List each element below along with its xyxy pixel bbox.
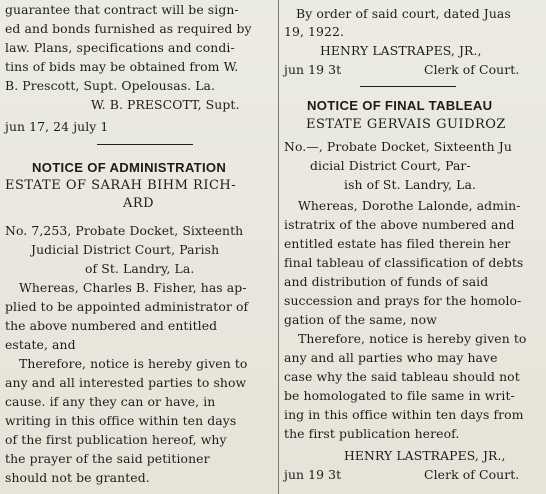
left-body-line-10: the prayer of the said petitioner bbox=[5, 451, 210, 466]
left-body-line-5: Therefore, notice is hereby given to bbox=[19, 356, 248, 371]
left-rule bbox=[97, 144, 193, 145]
left-body-line-8: writing in this office within ten days bbox=[5, 413, 237, 428]
left-body-line-3: the above numbered and entitled bbox=[5, 318, 218, 333]
estate-guidroz: ESTATE GERVAIS GUIDROZ bbox=[306, 117, 506, 132]
left-docket-line-3: of St. Landry, La. bbox=[85, 261, 195, 276]
left-top-line-5: B. Prescott, Supt. Opelousas. La. bbox=[5, 78, 216, 93]
right-body-line-5: and distribution of funds of said bbox=[284, 274, 489, 289]
left-body-line-2: plied to be appointed administrator of bbox=[5, 299, 249, 314]
right-docket-line-2: dicial District Court, Par- bbox=[310, 158, 471, 173]
right-body-line-6: succession and prays for the homolo- bbox=[284, 293, 522, 308]
left-docket-line-2: Judicial District Court, Parish bbox=[31, 242, 220, 257]
left-docket-line-1: No. 7,253, Probate Docket, Sixteenth bbox=[5, 223, 244, 238]
right-body-line-8: Therefore, notice is hereby given to bbox=[298, 331, 527, 346]
signature-prescott: W. B. PRESCOTT, Supt. bbox=[91, 97, 240, 112]
left-body-line-11: should not be granted. bbox=[5, 470, 150, 485]
right-signature-2: HENRY LASTRAPES, JR., bbox=[344, 448, 506, 463]
estate-line-1: ESTATE OF SARAH BIHM RICH- bbox=[5, 178, 237, 193]
right-body-line-9: any and all parties who may have bbox=[284, 350, 498, 365]
left-top-line-1: guarantee that contract will be sign- bbox=[5, 2, 239, 17]
left-top-line-3: law. Plans, specifications and condi- bbox=[5, 40, 235, 55]
right-date-2: jun 19 3t bbox=[284, 467, 342, 482]
notice-administration-title: NOTICE OF ADMINISTRATION bbox=[32, 160, 227, 175]
right-body-line-7: gation of the same, now bbox=[284, 312, 437, 327]
right-body-line-10: case why the said tableau should not bbox=[284, 369, 520, 384]
notice-final-tableau-title: NOTICE OF FINAL TABLEAU bbox=[307, 98, 493, 113]
right-clerk-2: Clerk of Court. bbox=[424, 467, 520, 482]
left-top-line-2: ed and bonds furnished as required by bbox=[5, 21, 252, 36]
right-clerk-1: Clerk of Court. bbox=[424, 62, 520, 77]
right-body-line-2: istratrix of the above numbered and bbox=[284, 217, 515, 232]
left-body-line-4: estate, and bbox=[5, 337, 76, 352]
left-body-line-9: of the first publication hereof, why bbox=[5, 432, 227, 447]
right-body-line-12: ing in this office within ten days from bbox=[284, 407, 524, 422]
right-body-line-1: Whereas, Dorothe Lalonde, admin- bbox=[298, 198, 521, 213]
left-body-line-6: any and all interested parties to show bbox=[5, 375, 247, 390]
right-top-line-1: By order of said court, dated Juas bbox=[296, 6, 511, 21]
left-body-line-7: cause. if any they can or have, in bbox=[5, 394, 216, 409]
left-top-date: jun 17, 24 july 1 bbox=[5, 119, 109, 134]
right-signature-1: HENRY LASTRAPES, JR., bbox=[320, 43, 482, 58]
right-body-line-11: be homologated to file same in writ- bbox=[284, 388, 515, 403]
right-date-1: jun 19 3t bbox=[284, 62, 342, 77]
right-rule-1 bbox=[360, 86, 456, 87]
right-body-line-4: final tableau of classification of debts bbox=[284, 255, 524, 270]
right-body-line-3: entitled estate has filed therein her bbox=[284, 236, 511, 251]
column-divider bbox=[278, 0, 279, 494]
estate-line-2: ARD bbox=[123, 196, 155, 211]
right-docket-line-3: ish of St. Landry, La. bbox=[344, 177, 477, 192]
right-top-line-2: 19, 1922. bbox=[284, 24, 345, 39]
left-top-line-4: tins of bids may be obtained from W. bbox=[5, 59, 239, 74]
right-docket-line-1: No.—, Probate Docket, Sixteenth Ju bbox=[284, 139, 512, 154]
right-body-line-13: the first publication hereof. bbox=[284, 426, 460, 441]
left-body-line-1: Whereas, Charles B. Fisher, has ap- bbox=[19, 280, 247, 295]
